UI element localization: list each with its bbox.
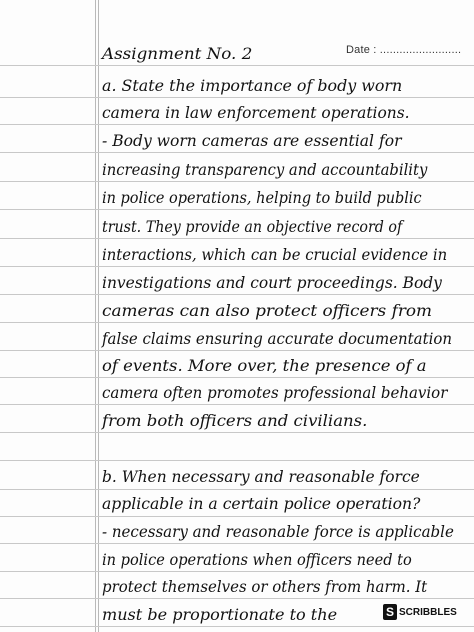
ruled-line: [0, 124, 474, 125]
ruled-line: [0, 543, 474, 544]
ruled-line: [0, 460, 474, 461]
question-a-line-1: a. State the importance of body worn: [102, 77, 403, 95]
ruled-line: [0, 209, 474, 210]
ruled-line: [0, 377, 474, 378]
ruled-line: [0, 266, 474, 267]
ruled-line: [0, 152, 474, 153]
ruled-line: [0, 97, 474, 98]
ruled-line: [0, 238, 474, 239]
margin-line-left: [95, 0, 96, 632]
ruled-line: [0, 294, 474, 295]
date-label: Date : .........................: [346, 44, 462, 56]
ruled-line: [0, 489, 474, 490]
answer-a-line-9: of events. More over, the presence of a: [102, 357, 427, 375]
ruled-line: [0, 626, 474, 627]
ruled-line: [0, 571, 474, 572]
ruled-line: [0, 598, 474, 599]
question-a-line-2: camera in law enforcement operations.: [102, 104, 410, 122]
ruled-line: [0, 516, 474, 517]
scribbles-watermark: [383, 604, 457, 620]
ruled-line: [0, 350, 474, 351]
ruled-line: [0, 65, 474, 66]
margin-line-right: [98, 0, 99, 632]
answer-a-line-2: increasing transparency and accountability: [102, 161, 428, 179]
answer-a-line-8: false claims ensuring accurate documentation: [102, 330, 453, 348]
answer-a-line-6: investigations and court proceedings. Body: [102, 274, 442, 292]
answer-b-line-2: in police operations when officers need to: [102, 551, 412, 569]
answer-a-line-3: in police operations, helping to build public: [102, 189, 422, 207]
answer-a-line-5: interactions, which can be crucial evidence in: [102, 246, 448, 264]
answer-b-line-4: must be proportionate to the: [102, 606, 338, 624]
ruled-line: [0, 404, 474, 405]
scribbles-logo-text: SCRIBBLES: [399, 606, 457, 618]
answer-b-line-1: - necessary and reasonable force is applicable: [102, 523, 454, 541]
answer-a-line-4: trust. They provide an objective record of: [102, 218, 403, 236]
ruled-line: [0, 181, 474, 182]
assignment-title: Assignment No. 2: [102, 45, 253, 63]
answer-a-line-7: cameras can also protect officers from: [102, 302, 433, 320]
answer-a-line-11: from both officers and civilians.: [102, 412, 368, 430]
answer-b-line-3: protect themselves or others from harm. It: [102, 578, 428, 596]
answer-a-line-1: - Body worn cameras are essential for: [102, 132, 402, 150]
ruled-line: [0, 322, 474, 323]
scribbles-logo-icon: S: [383, 604, 397, 620]
answer-a-line-10: camera often promotes professional behavior: [102, 384, 448, 402]
question-b-line-2: applicable in a certain police operation?: [102, 495, 421, 513]
question-b-line-1: b. When necessary and reasonable force: [102, 468, 420, 486]
ruled-line: [0, 432, 474, 433]
